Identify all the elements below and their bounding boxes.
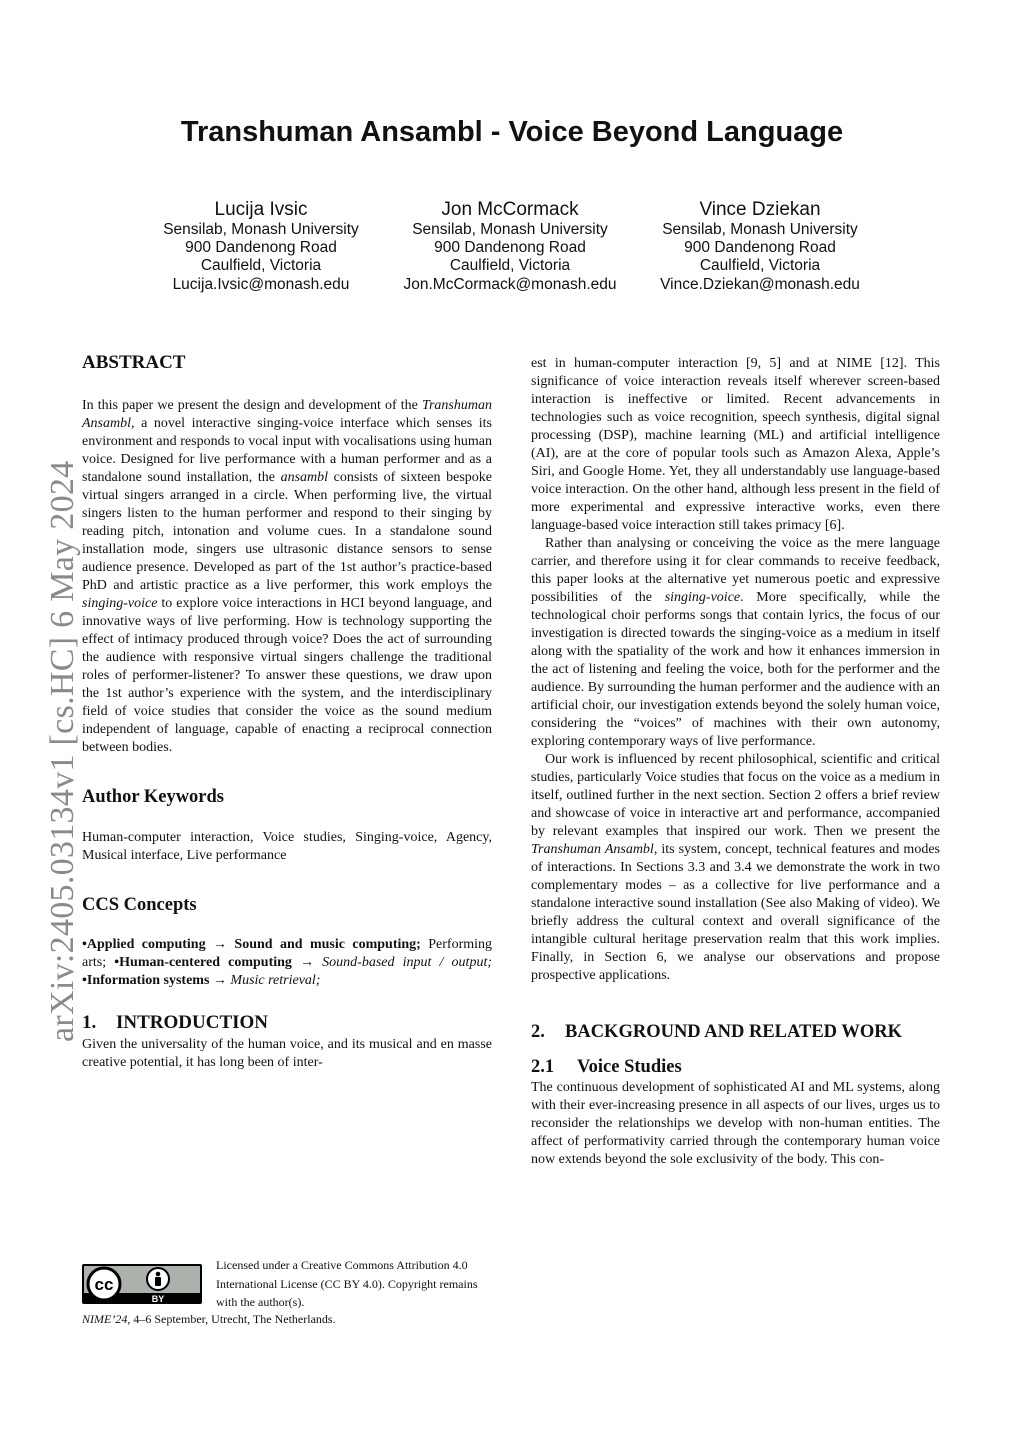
author-2 xyxy=(380,199,640,294)
author-affiliation: Sensilab, Monash University xyxy=(412,221,608,238)
author-affiliation: Sensilab, Monash University xyxy=(662,221,858,238)
background-heading: 2. BACKGROUND AND RELATED WORK xyxy=(531,1022,902,1042)
author-city: Caulfield, Victoria xyxy=(200,257,322,275)
author-email[interactable]: Jon.McCormack@monash.edu xyxy=(403,275,617,293)
author-name: Lucija Ivsic xyxy=(214,199,308,220)
ccs-heading: CCS Concepts xyxy=(82,895,197,915)
venue-line: NIME’24, 4–6 September, Utrecht, The Netherlands. xyxy=(82,1312,336,1326)
cc-by-badge-icon xyxy=(82,1264,202,1304)
ccs-text: •Applied computing → Sound and music computing; Performing arts; •Human-centered computing → Sound-based input / output; •Information systems → Music retrieval; xyxy=(82,937,493,988)
author-city: Caulfield, Victoria xyxy=(699,257,821,275)
voice-studies-text: The continuous development of sophisticated AI and ML systems, along with their ever-increasing presence in all aspects of our lives, urges us to reconsider the relationships we develop with non-human entities. The affect of performativity carried through the contemporary human voice now extends beyond the sole exclusivity of the body. This con- xyxy=(531,1080,940,1167)
right-column xyxy=(531,355,940,1169)
author-3 xyxy=(630,199,890,294)
intro-text-left: Given the universality of the human voice, and its musical and en masse creative potential, it has long been of inter- xyxy=(82,1037,492,1070)
author-street: 900 Dandenong Road xyxy=(185,239,337,257)
intro-paragraph-2: Rather than analysing or conceiving the voice as the mere language carrier, and therefore using it for clear commands to receive feedback, this paper looks at the alternative yet numerous poetic and expressive possibilities of the singing-voice. More specifically, while the technological choir performs songs that contain lyrics, the focus of our investigation is directed towards the singing-voice as a medium in itself along with the spatiality of the work and how it enhances immersion in the act of listening and feeling the voice, both for the performer and the audience. By surrounding the human performer and the audience with an artificial choir, our investigation extends beyond the solely human voice, considering the “voices” of machines with their own autonomy, exploring contemporary ways of live performance. xyxy=(531,536,940,749)
author-1 xyxy=(131,199,391,294)
author-name: Jon McCormack xyxy=(441,199,579,220)
cc-label: cc xyxy=(94,1275,114,1294)
author-name: Vince Dziekan xyxy=(699,199,821,220)
license-text: Licensed under a Creative Commons Attribution 4.0 International License (CC BY 4.0). Copyright remains with the author(s). xyxy=(216,1258,478,1309)
voice-studies-heading: 2.1 Voice Studies xyxy=(531,1057,682,1077)
abstract-text: In this paper we present the design and development of the Transhuman Ansambl, a novel interactive singing-voice interface which senses its environment and responds to vocal input with vocalisations using human voice. Designed for live performance with a human performer and as a standalone sound installation, the ansambl consists of sixteen bespoke virtual singers arranged in a circle. When performing live, the virtual singers listen to the human performer and respond to their singing by reading pitch, intonation and volume cues. In a standalone sound installation mode, singers use ultrasonic distance sensors to sense audience presence. Developed as part of the 1st author’s practice-based PhD and artistic practice as a live performer, this work employs the singing-voice to explore voice interactions in HCI beyond language, and innovative ways of live performing. How is technology supporting the effect of intimacy produced through voice? Does the act of surrounding the audience with responsive virtual singers challenge the traditional roles of performer-listener? To answer these questions, we draw upon the 1st author’s experience with the system, and the interdisciplinary field of voice studies that consider the voice as the sound medium independent of language, capable of enacting a reciprocal connection between bodies. xyxy=(82,398,492,755)
paper-title: Transhuman Ansambl - Voice Beyond Language xyxy=(180,116,844,148)
author-email[interactable]: Lucija.Ivsic@monash.edu xyxy=(172,275,350,293)
intro-text-continued: est in human-computer interaction [9, 5] and at NIME [12]. This significance of voice interaction reveals itself wherever screen-based interaction is ineffective or limited. Recent advancements in technologies such as voice recognition, speech synthesis, digital signal processing (DSP), machine learning (ML) and artificial intelligence (AI), are at the core of popular tools such as Amazon Alexa, Apple’s Siri, and Google Home. Yet, they all understandably use language-based voice interaction. On the other hand, although less present in the field of more experimental and expressive interactive works, even there language-based voice interaction still takes primacy [6]. xyxy=(531,356,940,533)
author-affiliation: Sensilab, Monash University xyxy=(163,221,359,238)
author-street: 900 Dandenong Road xyxy=(684,239,836,257)
intro-heading: 1. INTRODUCTION xyxy=(82,1012,269,1033)
intro-paragraph-3: Our work is influenced by recent philosophical, scientific and critical studies, particularly Voice studies that focus on the voice as a medium in itself, outlined further in the next section. Section 2 offers a brief review and showcase of voice in interactive art and performance, accompanied by relevant examples that inspired our work. Then we present the Transhuman Ansambl, its system, concept, technical features and modes of interactions. In Sections 3.3 and 3.4 we demonstrate the work in two complementary modes – as a collective for live performance and a standalone interactive sound installation (See also Making of video). We briefly address the cultural context and overall significance of the intangible cultural heritage preservation realm that this work implies. Finally, in Section 6, we analyse our observations and propose prospective applications. xyxy=(531,752,940,983)
arxiv-identifier: arXiv:2405.03134v1 [cs.HC] 6 May 2024 xyxy=(44,460,81,1042)
author-email[interactable]: Vince.Dziekan@monash.edu xyxy=(660,275,860,293)
author-street: 900 Dandenong Road xyxy=(434,239,586,257)
left-column xyxy=(82,352,492,1072)
abstract-heading: ABSTRACT xyxy=(82,352,186,373)
by-label: BY xyxy=(151,1294,165,1304)
keywords-heading: Author Keywords xyxy=(82,787,225,807)
author-city: Caulfield, Victoria xyxy=(449,257,571,275)
keywords-text: Human-computer interaction, Voice studies, Singing-voice, Agency, Musical interface, Live performance xyxy=(82,830,492,863)
